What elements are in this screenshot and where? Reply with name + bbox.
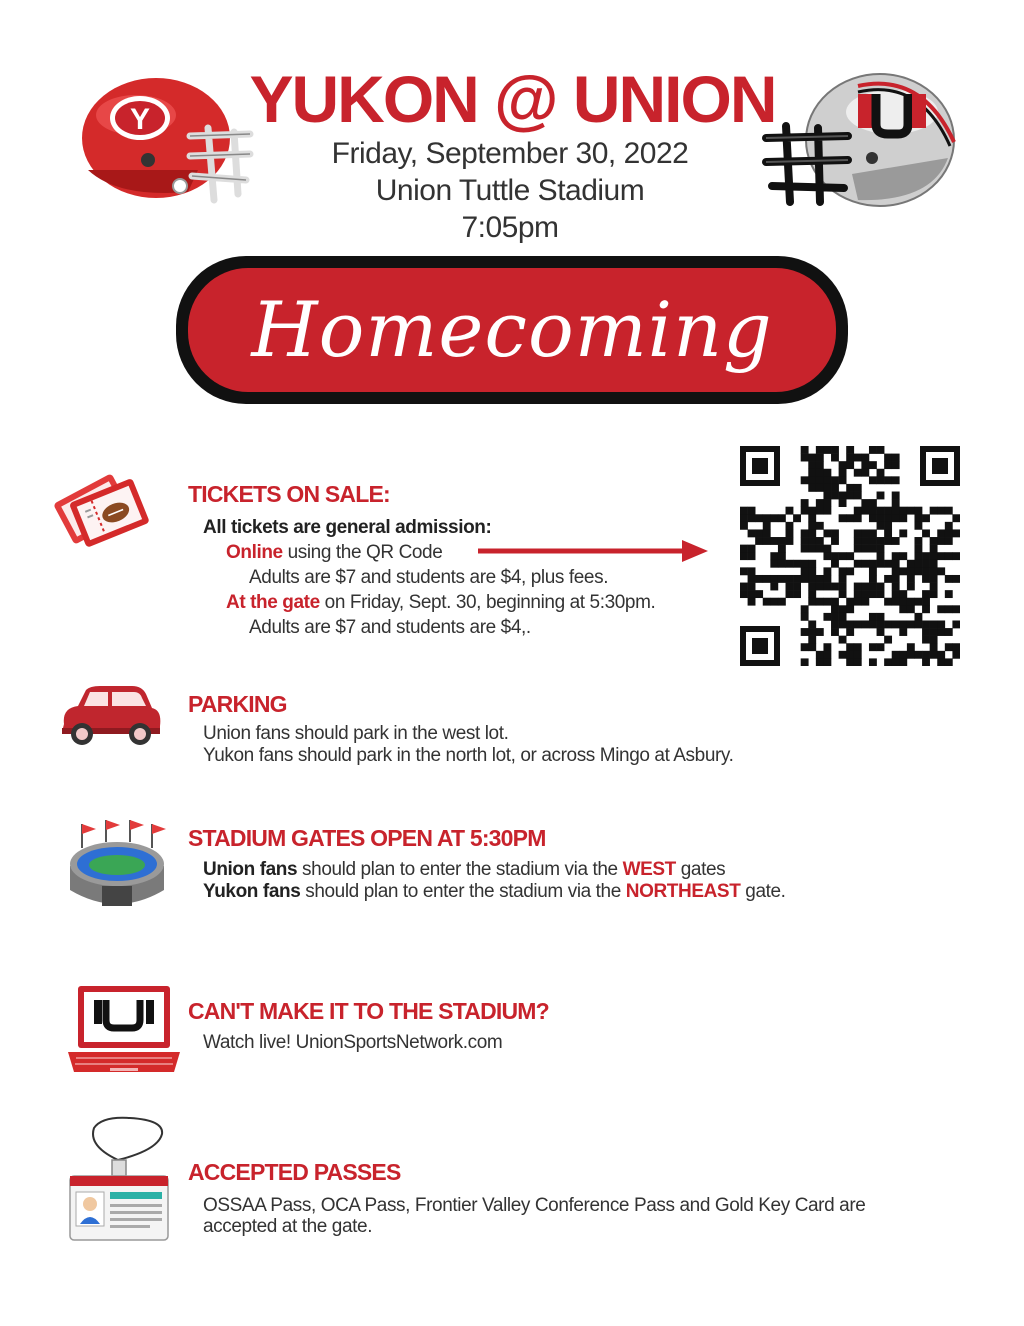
game-title: YUKON @ UNION: [249, 62, 776, 136]
laptop-icon: [66, 984, 182, 1076]
stream-heading: CAN'T MAKE IT TO THE STADIUM?: [188, 998, 549, 1024]
gate-text: on Friday, Sept. 30, beginning at 5:30pm.: [319, 592, 656, 613]
union-helmet-icon: [762, 62, 958, 222]
stream-link[interactable]: Watch live! UnionSportsNetwork.com: [203, 1032, 503, 1053]
tickets-icon: [54, 462, 158, 558]
union-fans-end: gates: [675, 859, 726, 880]
passes-heading: ACCEPTED PASSES: [188, 1159, 401, 1185]
passes-line-2: accepted at the gate.: [203, 1216, 373, 1237]
parking-line-2: Yukon fans should park in the north lot, or across Mingo at Asbury.: [203, 745, 734, 766]
tickets-gate-line: [226, 591, 655, 614]
game-date: Friday, September 30, 2022: [331, 137, 689, 170]
gate-label: At the gate: [226, 592, 320, 613]
tickets-online-line: [226, 541, 442, 564]
tickets-intro: All tickets are general admission:: [203, 517, 492, 538]
union-fans-label: Union fans: [203, 859, 298, 880]
game-time: 7:05pm: [461, 211, 559, 244]
gate-prices: Adults are $7 and students are $4,.: [249, 617, 531, 638]
yukon-helmet-icon: [78, 70, 254, 206]
yukon-fans-label: Yukon fans: [203, 881, 301, 902]
northeast-gate-label: NORTHEAST: [625, 881, 741, 902]
online-text: using the QR Code: [282, 542, 443, 563]
online-prices: Adults are $7 and students are $4, plus fees.: [249, 567, 609, 588]
svg-text:Y: Y: [129, 103, 151, 136]
yukon-fans-text: should plan to enter the stadium via the: [300, 881, 626, 902]
car-icon: [56, 684, 164, 748]
online-label: Online: [226, 542, 283, 563]
yukon-fans-end: gate.: [740, 881, 786, 902]
arrow-right-icon: [476, 538, 712, 564]
gates-union-line: [203, 858, 725, 881]
id-badge-icon: [68, 1116, 172, 1246]
parking-heading: PARKING: [188, 691, 287, 717]
parking-line-1: Union fans should park in the west lot.: [203, 723, 509, 744]
homecoming-banner-text: Homecoming '22: [251, 285, 773, 498]
qr-code-icon[interactable]: [740, 446, 960, 666]
gates-yukon-line: [203, 880, 786, 903]
passes-line-1: OSSAA Pass, OCA Pass, Frontier Valley Conference Pass and Gold Key Card are: [203, 1195, 866, 1216]
stadium-icon: [66, 818, 168, 912]
game-venue: Union Tuttle Stadium: [375, 174, 645, 207]
union-fans-text: should plan to enter the stadium via the: [297, 859, 623, 880]
west-gate-label: WEST: [622, 859, 676, 880]
gates-heading: STADIUM GATES OPEN AT 5:30PM: [188, 825, 546, 851]
tickets-heading: TICKETS ON SALE:: [188, 481, 390, 507]
